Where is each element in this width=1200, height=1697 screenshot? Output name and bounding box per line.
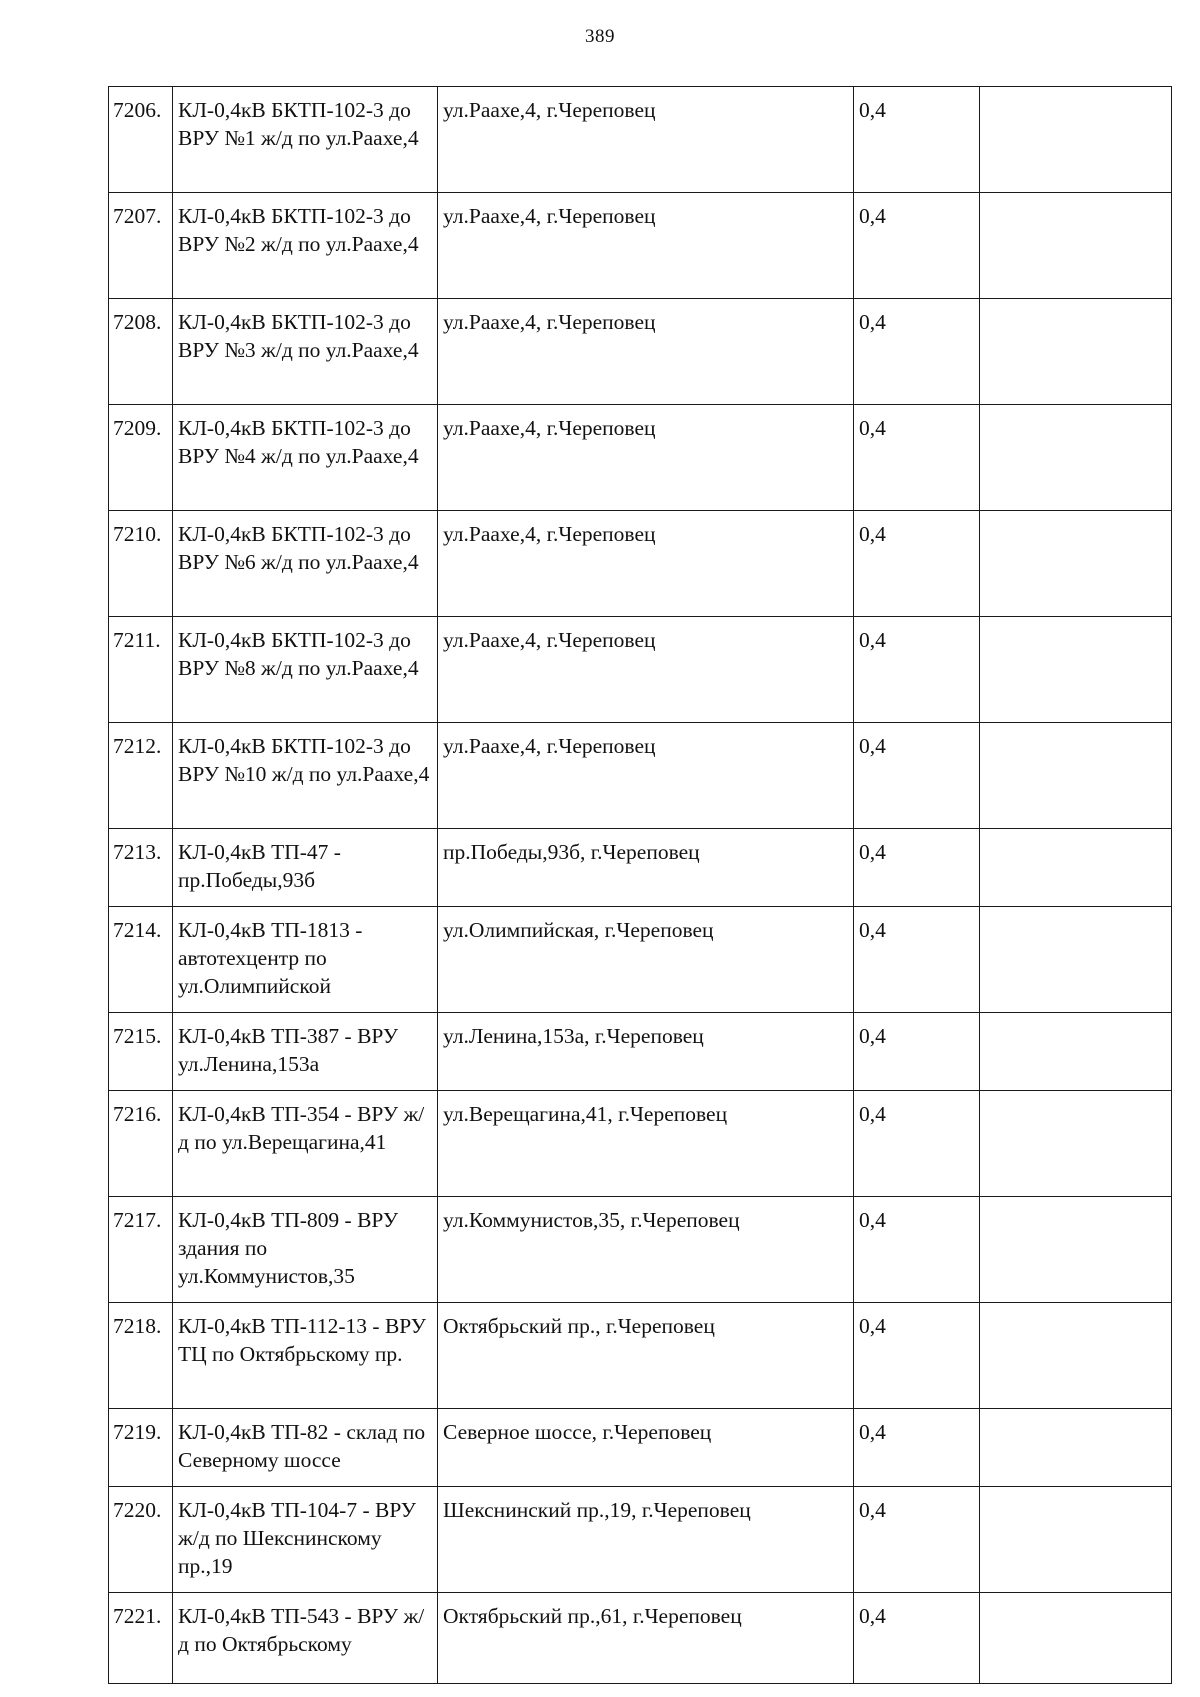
table-row bbox=[109, 907, 1172, 1013]
line-address: пр.Победы,93б, г.Череповец bbox=[438, 829, 854, 907]
line-address: Шекснинский пр.,19, г.Череповец bbox=[438, 1487, 854, 1593]
voltage-value: 0,4 bbox=[854, 1197, 980, 1303]
line-name: КЛ-0,4кВ ТП-543 - ВРУ ж/д по Октябрьскому bbox=[173, 1593, 438, 1684]
voltage-value: 0,4 bbox=[854, 511, 980, 617]
line-name: КЛ-0,4кВ ТП-112-13 - ВРУ ТЦ по Октябрьскому пр. bbox=[173, 1303, 438, 1409]
voltage-value: 0,4 bbox=[854, 1303, 980, 1409]
extra-cell bbox=[980, 1487, 1172, 1593]
extra-cell bbox=[980, 1013, 1172, 1091]
row-number: 7219. bbox=[109, 1409, 173, 1487]
line-address: ул.Олимпийская, г.Череповец bbox=[438, 907, 854, 1013]
row-number: 7213. bbox=[109, 829, 173, 907]
extra-cell bbox=[980, 1409, 1172, 1487]
line-address: Октябрьский пр.,61, г.Череповец bbox=[438, 1593, 854, 1684]
table-row bbox=[109, 1013, 1172, 1091]
voltage-value: 0,4 bbox=[854, 87, 980, 193]
line-name: КЛ-0,4кВ ТП-387 - ВРУ ул.Ленина,153а bbox=[173, 1013, 438, 1091]
voltage-value: 0,4 bbox=[854, 617, 980, 723]
line-address: ул.Раахе,4, г.Череповец bbox=[438, 617, 854, 723]
row-number: 7211. bbox=[109, 617, 173, 723]
extra-cell bbox=[980, 511, 1172, 617]
extra-cell bbox=[980, 1091, 1172, 1197]
voltage-value: 0,4 bbox=[854, 1409, 980, 1487]
line-name: КЛ-0,4кВ БКТП-102-3 до ВРУ №4 ж/д по ул.Раахе,4 bbox=[173, 405, 438, 511]
line-name: КЛ-0,4кВ ТП-1813 - автотехцентр по ул.Олимпийской bbox=[173, 907, 438, 1013]
line-name: КЛ-0,4кВ БКТП-102-3 до ВРУ №10 ж/д по ул.Раахе,4 bbox=[173, 723, 438, 829]
extra-cell bbox=[980, 907, 1172, 1013]
line-address: ул.Раахе,4, г.Череповец bbox=[438, 299, 854, 405]
line-name: КЛ-0,4кВ ТП-82 - склад по Северному шоссе bbox=[173, 1409, 438, 1487]
line-name: КЛ-0,4кВ БКТП-102-3 до ВРУ №1 ж/д по ул.Раахе,4 bbox=[173, 87, 438, 193]
voltage-value: 0,4 bbox=[854, 907, 980, 1013]
line-address: Северное шоссе, г.Череповец bbox=[438, 1409, 854, 1487]
row-number: 7210. bbox=[109, 511, 173, 617]
row-number: 7206. bbox=[109, 87, 173, 193]
table-row bbox=[109, 1409, 1172, 1487]
extra-cell bbox=[980, 1197, 1172, 1303]
table-row bbox=[109, 405, 1172, 511]
table-row bbox=[109, 1091, 1172, 1197]
line-name: КЛ-0,4кВ ТП-47 - пр.Победы,93б bbox=[173, 829, 438, 907]
line-address: ул.Ленина,153а, г.Череповец bbox=[438, 1013, 854, 1091]
voltage-value: 0,4 bbox=[854, 1091, 980, 1197]
table-row bbox=[109, 1197, 1172, 1303]
row-number: 7208. bbox=[109, 299, 173, 405]
line-name: КЛ-0,4кВ ТП-354 - ВРУ ж/д по ул.Верещагина,41 bbox=[173, 1091, 438, 1197]
row-number: 7221. bbox=[109, 1593, 173, 1684]
extra-cell bbox=[980, 829, 1172, 907]
row-number: 7214. bbox=[109, 907, 173, 1013]
line-name: КЛ-0,4кВ ТП-104-7 - ВРУ ж/д по Шекснинскому пр.,19 bbox=[173, 1487, 438, 1593]
extra-cell bbox=[980, 617, 1172, 723]
line-address: Октябрьский пр., г.Череповец bbox=[438, 1303, 854, 1409]
voltage-value: 0,4 bbox=[854, 723, 980, 829]
line-name: КЛ-0,4кВ БКТП-102-3 до ВРУ №6 ж/д по ул.Раахе,4 bbox=[173, 511, 438, 617]
row-number: 7212. bbox=[109, 723, 173, 829]
row-number: 7217. bbox=[109, 1197, 173, 1303]
page-number: 389 bbox=[585, 26, 615, 47]
voltage-value: 0,4 bbox=[854, 1487, 980, 1593]
table-row bbox=[109, 617, 1172, 723]
table-row bbox=[109, 511, 1172, 617]
table-row bbox=[109, 193, 1172, 299]
extra-cell bbox=[980, 299, 1172, 405]
extra-cell bbox=[980, 723, 1172, 829]
extra-cell bbox=[980, 87, 1172, 193]
line-name: КЛ-0,4кВ ТП-809 - ВРУ здания по ул.Коммунистов,35 bbox=[173, 1197, 438, 1303]
extra-cell bbox=[980, 193, 1172, 299]
voltage-value: 0,4 bbox=[854, 829, 980, 907]
extra-cell bbox=[980, 1593, 1172, 1684]
line-name: КЛ-0,4кВ БКТП-102-3 до ВРУ №8 ж/д по ул.Раахе,4 bbox=[173, 617, 438, 723]
voltage-value: 0,4 bbox=[854, 299, 980, 405]
table-row bbox=[109, 1303, 1172, 1409]
line-address: ул.Раахе,4, г.Череповец bbox=[438, 723, 854, 829]
line-name: КЛ-0,4кВ БКТП-102-3 до ВРУ №3 ж/д по ул.Раахе,4 bbox=[173, 299, 438, 405]
extra-cell bbox=[980, 405, 1172, 511]
voltage-value: 0,4 bbox=[854, 1013, 980, 1091]
table-row bbox=[109, 723, 1172, 829]
line-address: ул.Раахе,4, г.Череповец bbox=[438, 193, 854, 299]
row-number: 7215. bbox=[109, 1013, 173, 1091]
table-row bbox=[109, 87, 1172, 193]
row-number: 7209. bbox=[109, 405, 173, 511]
registry-table bbox=[108, 86, 1172, 1684]
table-row bbox=[109, 299, 1172, 405]
line-address: ул.Раахе,4, г.Череповец bbox=[438, 87, 854, 193]
row-number: 7216. bbox=[109, 1091, 173, 1197]
line-address: ул.Раахе,4, г.Череповец bbox=[438, 511, 854, 617]
table-row bbox=[109, 829, 1172, 907]
line-address: ул.Раахе,4, г.Череповец bbox=[438, 405, 854, 511]
table-row bbox=[109, 1593, 1172, 1684]
line-name: КЛ-0,4кВ БКТП-102-3 до ВРУ №2 ж/д по ул.Раахе,4 bbox=[173, 193, 438, 299]
row-number: 7218. bbox=[109, 1303, 173, 1409]
line-address: ул.Коммунистов,35, г.Череповец bbox=[438, 1197, 854, 1303]
table-row bbox=[109, 1487, 1172, 1593]
extra-cell bbox=[980, 1303, 1172, 1409]
row-number: 7207. bbox=[109, 193, 173, 299]
row-number: 7220. bbox=[109, 1487, 173, 1593]
line-address: ул.Верещагина,41, г.Череповец bbox=[438, 1091, 854, 1197]
voltage-value: 0,4 bbox=[854, 193, 980, 299]
voltage-value: 0,4 bbox=[854, 405, 980, 511]
voltage-value: 0,4 bbox=[854, 1593, 980, 1684]
